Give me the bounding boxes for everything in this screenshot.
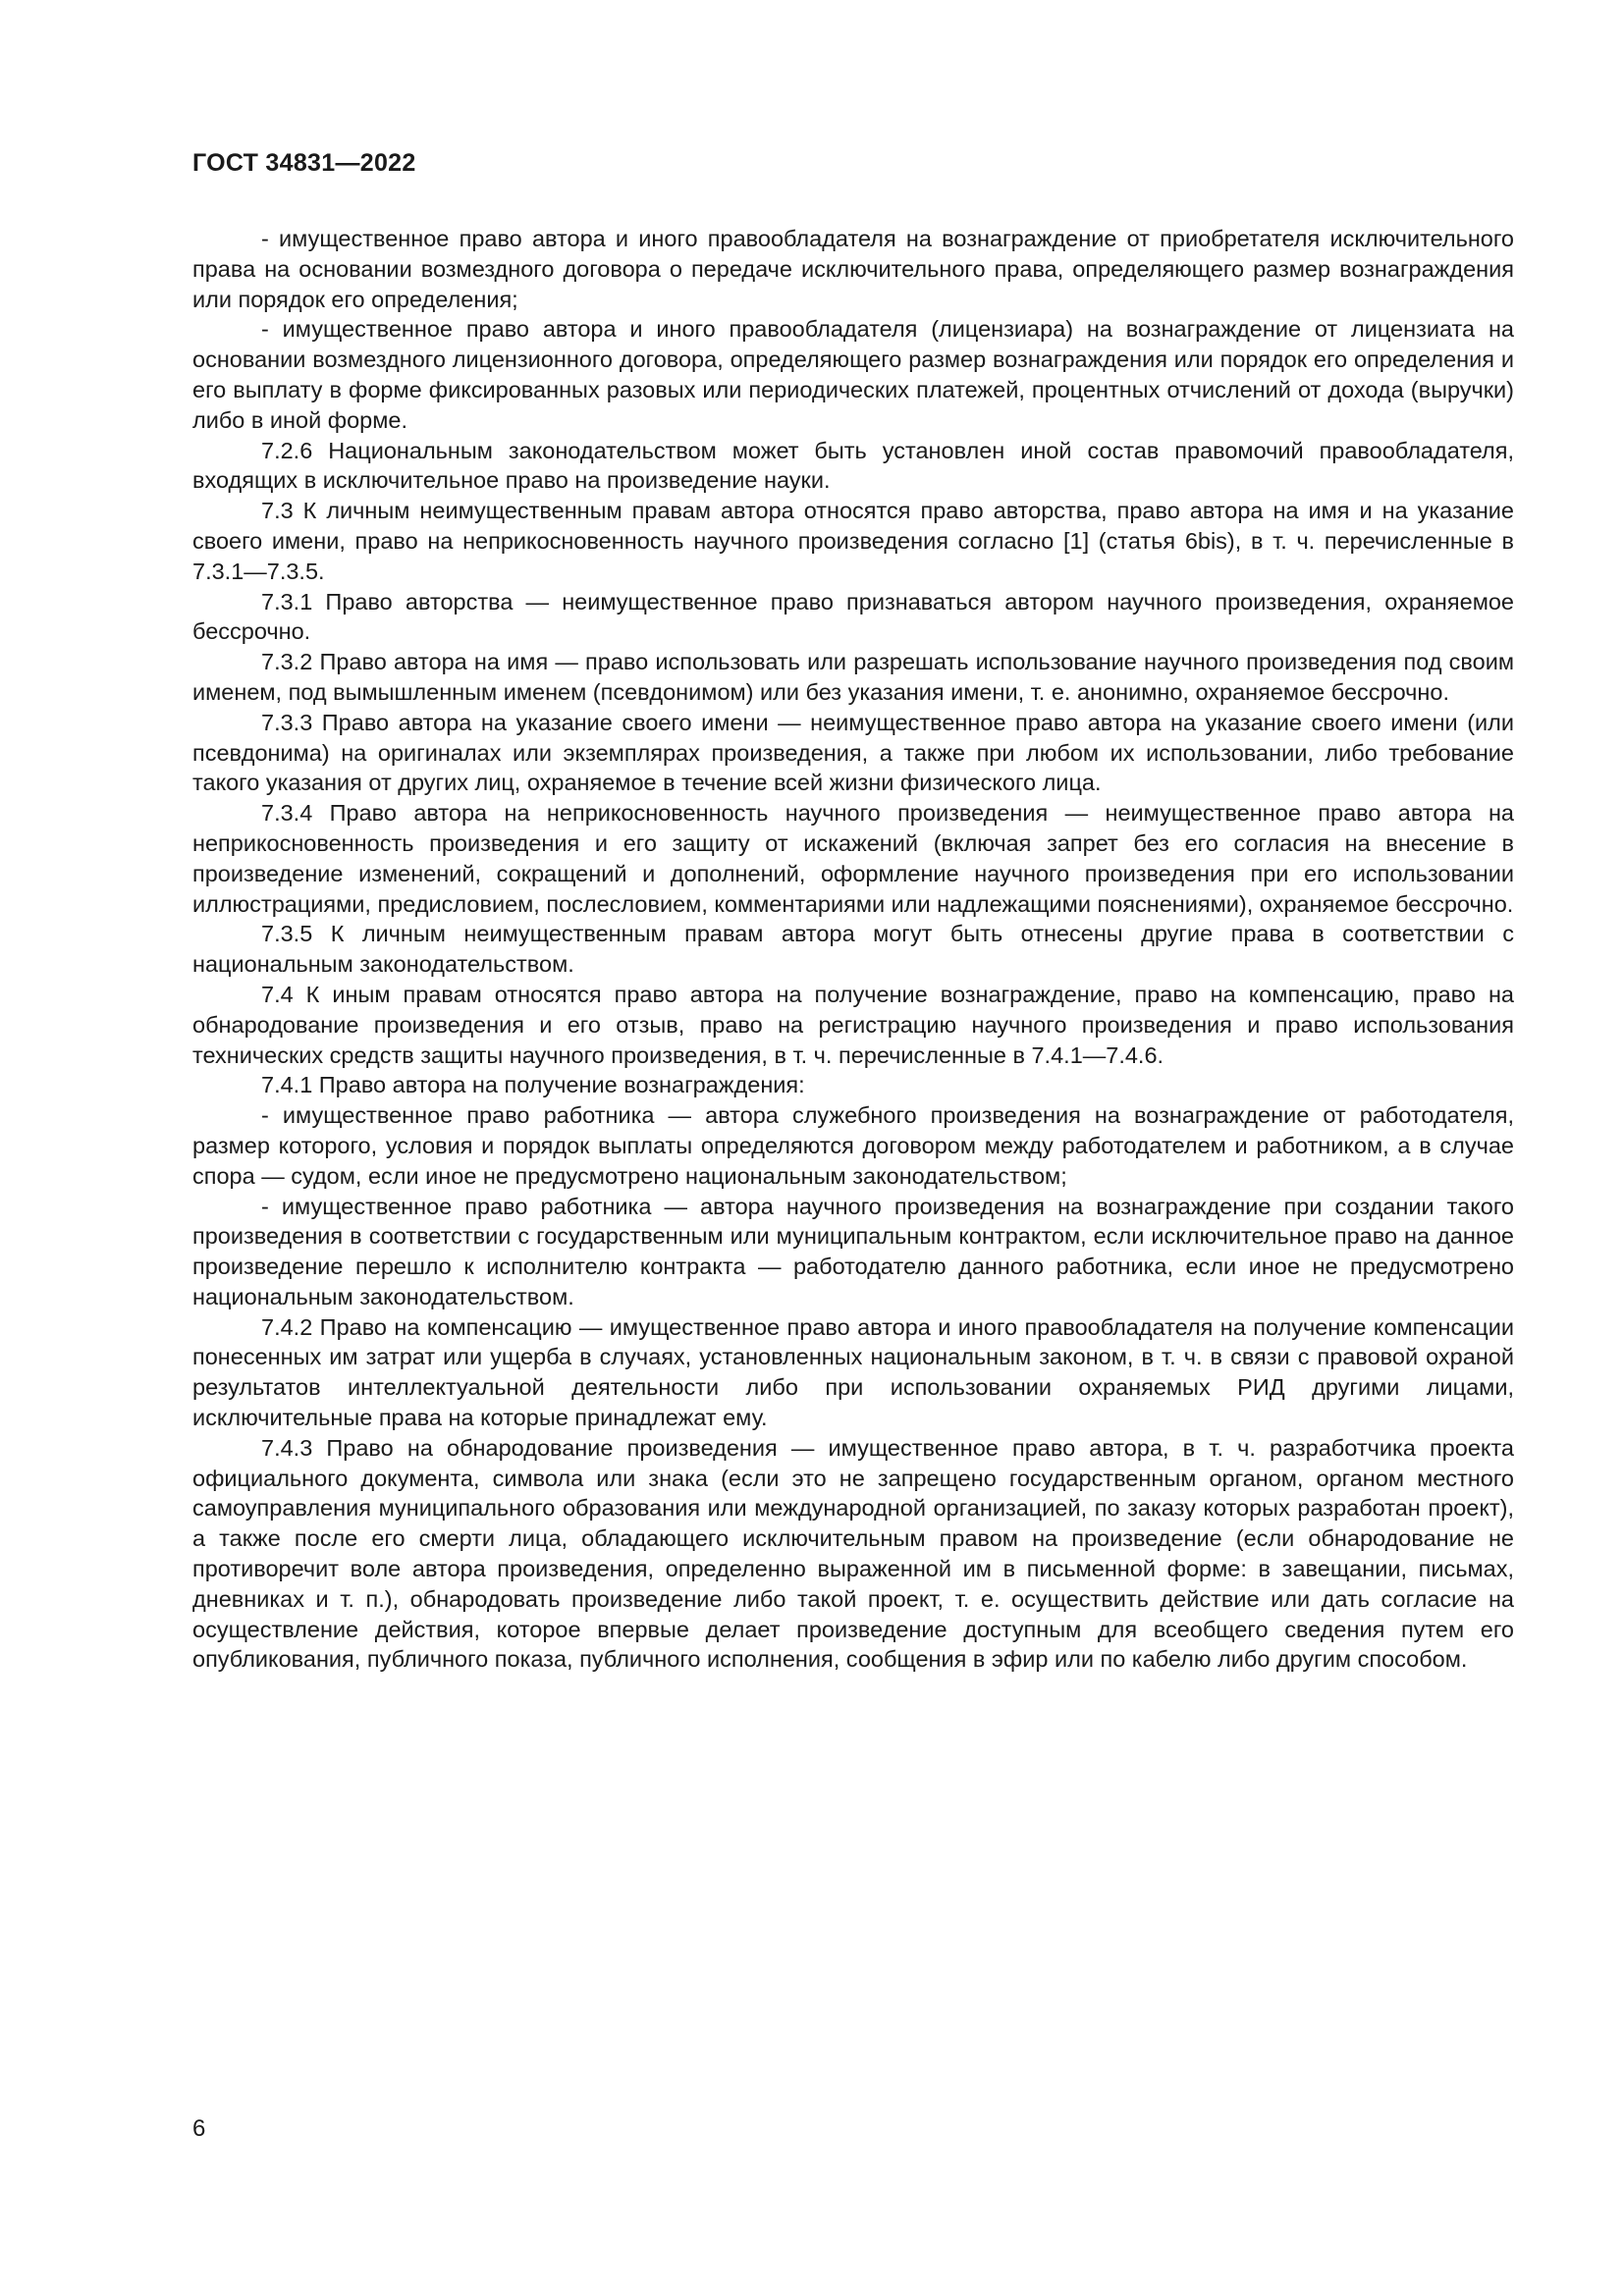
paragraph: 7.3.4 Право автора на неприкосновенность научного произведения — неимущественное право автора на неприкосновенность произведения и его защиту от искажений (включая запрет без его согласия на внесение в произведение изменений, сокращений и дополнений, оформление научного произведения при его использовании иллюстрациями, предисловием, послесловием, комментариями или надлежащими пояснениями), охраняемое бессрочно. (192, 800, 1514, 917)
paragraph: 7.4.1 Право автора на получение вознаграждения: (261, 1072, 805, 1098)
paragraph: - имущественное право автора и иного правообладателя на вознаграждение от приобретателя исключительного права на основании возмездного договора о передаче исключительного права, определяющего размер вознаграждения или порядок его определения; (192, 226, 1514, 312)
paragraph: 7.4 К иным правам относятся право автора на получение вознаграждение, право на компенсацию, право на обнародование произведения и его отзыв, право на регистрацию научного произведения и право использования технических средств защиты научного произведения, в т. ч. перечисленные в 7.4.1—7.4.6. (192, 981, 1514, 1068)
paragraph: 7.2.6 Национальным законодательством может быть установлен иной состав правомочий правообладателя, входящих в исключительное право на произведение науки. (192, 437, 1514, 494)
paragraph: - имущественное право работника — автора научного произведения на вознаграждение при создании такого произведения в соответствии с государственным или муниципальным контрактом, если исключительное право на данное произведение перешло к исполнителю контракта — работодателю данного работника, если иное не предусмотрено национальным законодательством. (192, 1193, 1514, 1309)
paragraph: - имущественное право работника — автора служебного произведения на вознаграждение от работодателя, размер которого, условия и порядок выплаты определяются договором между работодателем и работником, а в случае спора — судом, если иное не предусмотрено национальным законодательством; (192, 1102, 1514, 1189)
paragraph: 7.3 К личным неимущественным правам автора относятся право авторства, право автора на имя и на указание своего имени, право на неприкосновенность научного произведения согласно [1] (статья 6bis), в т. ч. перечисленные в 7.3.1—7.3.5. (192, 498, 1514, 584)
paragraph: 7.3.5 К личным неимущественным правам автора могут быть отнесены другие права в соответствии с национальным законодательством. (192, 921, 1514, 978)
paragraph: 7.4.2 Право на компенсацию — имущественное право автора и иного правообладателя на получение компенсации понесенных им затрат или ущерба в случаях, установленных национальным законом, в т. ч. в связи с правовой охраной результатов интеллектуальной деятельности либо при использовании охраняемых РИД другими лицами, исключительные права на которые принадлежат ему. (192, 1313, 1514, 1431)
paragraph: - имущественное право автора и иного правообладателя (лицензиара) на вознаграждение от лицензиата на основании возмездного лицензионного договора, определяющего размер вознаграждения или порядок его определения и его выплату в форме фиксированных разовых или периодических платежей, процентных отчислений от дохода (выручки) либо в иной форме. (192, 316, 1514, 433)
document-code-header: ГОСТ 34831—2022 (192, 149, 416, 177)
paragraph: 7.3.2 Право автора на имя — право использовать или разрешать использование научного произведения под своим именем, под вымышленным именем (псевдонимом) или без указания имени, т. е. анонимно, охраняемое бессрочно. (192, 649, 1514, 705)
paragraph: 7.3.3 Право автора на указание своего имени — неимущественное право автора на указание своего имени (или псевдонима) на оригиналах или экземплярах произведения, а также при любом их использовании, либо требование такого указания от других лиц, охраняемое в течение всей жизни физического лица. (192, 709, 1514, 796)
paragraph: 7.3.1 Право авторства — неимущественное право признаваться автором научного произведения, охраняемое бессрочно. (192, 588, 1514, 645)
page-number: 6 (192, 2115, 206, 2142)
document-body (192, 224, 1514, 1675)
paragraph: 7.4.3 Право на обнародование произведения — имущественное право автора, в т. ч. разработчика проекта официального документа, символа или знака (если это не запрещено государственным органом, органом местного самоуправления муниципального образования или международной организацией, по заказу которых разработан проект), а также после его смерти лица, обладающего исключительным правом на произведение (если обнародование не противоречит воле автора произведения, определенно выраженной им в письменной форме: в завещании, письмах, дневниках и т. п.), обнародовать произведение либо такой проект, т. е. осуществить действие или дать согласие на осуществление действия, которое впервые делает произведение доступным для всеобщего сведения путем его опубликования, публичного показа, публичного исполнения, сообщения в эфир или по кабелю либо другим способом. (192, 1434, 1514, 1673)
